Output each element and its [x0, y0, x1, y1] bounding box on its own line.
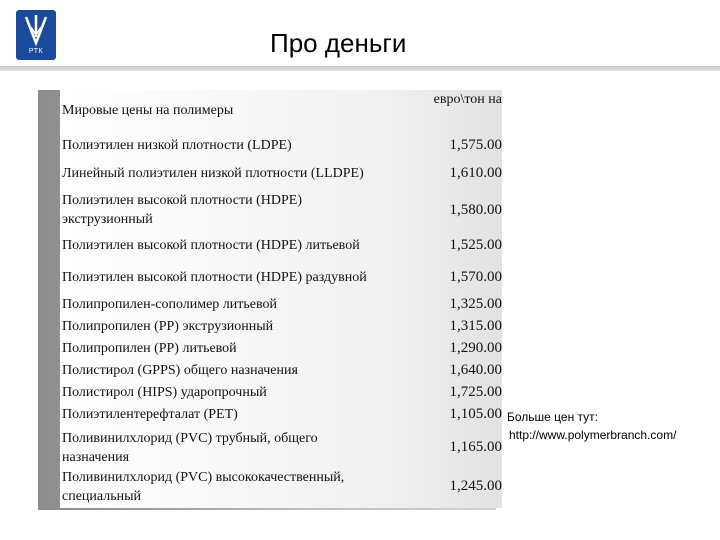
price-value: 1,575.00 [449, 137, 502, 153]
table-row [60, 339, 502, 361]
polymer-name: Полистирол (GPPS) общего назначения [62, 363, 298, 378]
table-row [60, 317, 502, 339]
table-row [60, 130, 502, 157]
polymer-name: Поливинилхлорид (PVC) высококачественный, специальный [62, 470, 345, 504]
table-row [60, 231, 502, 263]
price-value: 1,290.00 [449, 340, 502, 356]
more-prices-label: Больше цен тут: [507, 410, 599, 424]
unit-label: евро\тон на [433, 92, 502, 107]
header-divider [0, 66, 720, 71]
polymer-name: Полиэтилен высокой плотности (HDPE) раздувной [62, 270, 367, 285]
price-table [60, 90, 502, 508]
price-value: 1,580.00 [449, 202, 502, 218]
price-value: 1,725.00 [449, 384, 502, 400]
table-row [60, 157, 502, 189]
price-value: 1,105.00 [449, 406, 502, 422]
table-row [60, 467, 502, 507]
table-row [60, 189, 502, 231]
polymer-name: Полипропилен-сополимер литьевой [62, 297, 278, 312]
table-row [60, 295, 502, 317]
polymer-name: Полипропилен (PP) литьевой [62, 341, 237, 356]
table-row [60, 405, 502, 427]
polymer-name: Полиэтилен высокой плотности (HDPE) литьевой [62, 238, 360, 253]
price-value: 1,315.00 [449, 318, 502, 334]
more-prices-note [507, 408, 676, 444]
price-value: 1,570.00 [449, 269, 502, 285]
polymer-name: Полиэтилентерефталат (PET) [62, 407, 238, 422]
polymer-name: Поливинилхлорид (PVC) трубный, общего назначения [62, 431, 318, 465]
polymer-name: Полиэтилен низкой плотности (LDPE) [62, 138, 292, 153]
brand-logo-icon [16, 10, 56, 60]
table-row [60, 383, 502, 405]
table-header [60, 90, 502, 130]
polymer-name: Линейный полиэтилен низкой плотности (LLDPE) [62, 166, 364, 181]
logo-label: РТК [28, 48, 44, 55]
polymerbranch-link[interactable]: http://www.polymerbranch.com/ [509, 428, 677, 442]
price-value: 1,245.00 [449, 478, 502, 494]
polymer-name: Полиэтилен высокой плотности (HDPE) экструзионный [62, 193, 302, 227]
page-title: Про деньги [270, 28, 407, 58]
polymer-name: Полистирол (HIPS) ударопрочный [62, 385, 267, 400]
price-value: 1,610.00 [449, 165, 502, 181]
table-title: Мировые цены на полимеры [62, 103, 234, 118]
table-row [60, 427, 502, 467]
price-value: 1,525.00 [449, 237, 502, 253]
table-row [60, 361, 502, 383]
price-value: 1,165.00 [449, 439, 502, 455]
table-row [60, 263, 502, 295]
slide-header [0, 0, 720, 66]
price-value: 1,325.00 [449, 296, 502, 312]
polymer-name: Полипропилен (PP) экструзионный [62, 319, 274, 334]
price-value: 1,640.00 [449, 362, 502, 378]
